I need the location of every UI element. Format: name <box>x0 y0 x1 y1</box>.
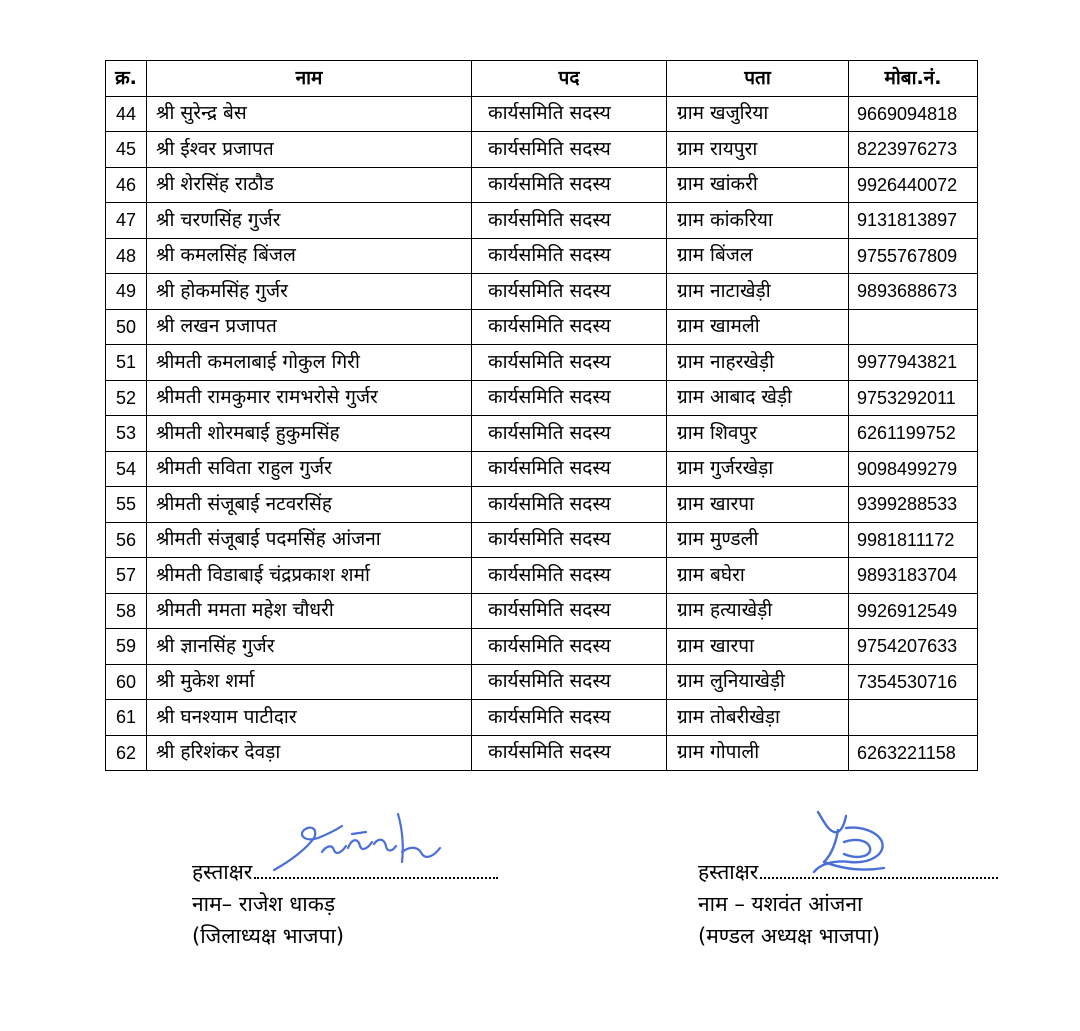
cell-name: श्री घनश्याम पाटीदार <box>147 700 472 736</box>
cell-address: ग्राम हत्याखेड़ी <box>667 593 849 629</box>
cell-mobile: 9754207633 <box>849 629 978 665</box>
cell-address: ग्राम मुण्डली <box>667 522 849 558</box>
cell-mobile: 9893688673 <box>849 274 978 310</box>
table-row <box>106 558 978 594</box>
cell-name: श्री मुकेश शर्मा <box>147 664 472 700</box>
table-row <box>106 593 978 629</box>
table-row <box>106 522 978 558</box>
cell-serial: 61 <box>106 700 147 736</box>
signature-dotted-line <box>760 877 998 879</box>
cell-post: कार्यसमिति सदस्य <box>472 309 667 345</box>
cell-name: श्रीमती संजूबाई पदमसिंह आंजना <box>147 522 472 558</box>
cell-post: कार्यसमिति सदस्य <box>472 487 667 523</box>
cell-post: कार्यसमिति सदस्य <box>472 451 667 487</box>
table-row <box>106 309 978 345</box>
cell-serial: 54 <box>106 451 147 487</box>
cell-name: श्रीमती ममता महेश चौधरी <box>147 593 472 629</box>
cell-name: श्री चरणसिंह गुर्जर <box>147 203 472 239</box>
cell-serial: 57 <box>106 558 147 594</box>
table-row <box>106 238 978 274</box>
cell-mobile: 9926440072 <box>849 167 978 203</box>
table-row <box>106 664 978 700</box>
table-row <box>106 274 978 310</box>
header-mobile: मोबा.नं. <box>849 61 978 97</box>
cell-mobile: 6261199752 <box>849 416 978 452</box>
cell-serial: 55 <box>106 487 147 523</box>
cell-post: कार्यसमिति सदस्य <box>472 593 667 629</box>
cell-address: ग्राम नाटाखेड़ी <box>667 274 849 310</box>
cell-post: कार्यसमिति सदस्य <box>472 203 667 239</box>
cell-address: ग्राम गोपाली <box>667 735 849 771</box>
cell-mobile: 9131813897 <box>849 203 978 239</box>
cell-post: कार्यसमिति सदस्य <box>472 700 667 736</box>
cell-post: कार्यसमिति सदस्य <box>472 558 667 594</box>
cell-mobile: 9098499279 <box>849 451 978 487</box>
cell-address: ग्राम शिवपुर <box>667 416 849 452</box>
cell-name: श्री ज्ञानसिंह गुर्जर <box>147 629 472 665</box>
cell-name: श्रीमती सविता राहुल गुर्जर <box>147 451 472 487</box>
cell-serial: 60 <box>106 664 147 700</box>
table-row <box>106 451 978 487</box>
signature-label-right: हस्ताक्षर <box>698 860 759 884</box>
cell-name: श्री सुरेन्द्र बेस <box>147 96 472 132</box>
cell-name: श्री होकमसिंह गुर्जर <box>147 274 472 310</box>
cell-address: ग्राम खांकरी <box>667 167 849 203</box>
table-row <box>106 132 978 168</box>
cell-mobile: 9753292011 <box>849 380 978 416</box>
cell-name: श्री हरिशंकर देवड़ा <box>147 735 472 771</box>
signature-dotted-line <box>254 877 498 879</box>
cell-post: कार्यसमिति सदस्य <box>472 522 667 558</box>
table-row <box>106 629 978 665</box>
table-row <box>106 167 978 203</box>
cell-mobile: 9399288533 <box>849 487 978 523</box>
cell-mobile: 6263221158 <box>849 735 978 771</box>
cell-serial: 58 <box>106 593 147 629</box>
cell-mobile <box>849 700 978 736</box>
header-post: पद <box>472 61 667 97</box>
cell-post: कार्यसमिति सदस्य <box>472 345 667 381</box>
cell-serial: 62 <box>106 735 147 771</box>
cell-mobile: 9977943821 <box>849 345 978 381</box>
cell-post: कार्यसमिति सदस्य <box>472 96 667 132</box>
signature-block-right <box>698 856 998 952</box>
cell-post: कार्यसमिति सदस्य <box>472 380 667 416</box>
cell-name: श्री ईश्वर प्रजापत <box>147 132 472 168</box>
cell-post: कार्यसमिति सदस्य <box>472 735 667 771</box>
table-row <box>106 487 978 523</box>
cell-address: ग्राम लुनियाखेड़ी <box>667 664 849 700</box>
cell-name: श्री शेरसिंह राठौड <box>147 167 472 203</box>
cell-mobile <box>849 309 978 345</box>
table-row <box>106 735 978 771</box>
cell-address: ग्राम आबाद खेड़ी <box>667 380 849 416</box>
cell-serial: 46 <box>106 167 147 203</box>
cell-post: कार्यसमिति सदस्य <box>472 274 667 310</box>
table-row <box>106 96 978 132</box>
signatory-name-left: नाम– राजेश धाकड़ <box>192 892 336 916</box>
cell-mobile: 9669094818 <box>849 96 978 132</box>
table-row <box>106 203 978 239</box>
cell-mobile: 9893183704 <box>849 558 978 594</box>
cell-address: ग्राम खामली <box>667 309 849 345</box>
signatory-designation-right: (मण्डल अध्यक्ष भाजपा) <box>698 924 881 948</box>
cell-mobile: 7354530716 <box>849 664 978 700</box>
cell-address: ग्राम गुर्जरखेड़ा <box>667 451 849 487</box>
cell-name: श्रीमती विडाबाई चंद्रप्रकाश शर्मा <box>147 558 472 594</box>
cell-address: ग्राम खजुरिया <box>667 96 849 132</box>
cell-mobile: 9755767809 <box>849 238 978 274</box>
signatory-name-right: नाम – यशवंत आंजना <box>698 892 863 916</box>
member-table <box>105 60 978 771</box>
cell-post: कार्यसमिति सदस्य <box>472 416 667 452</box>
cell-serial: 51 <box>106 345 147 381</box>
table-header-row <box>106 61 978 97</box>
cell-name: श्रीमती कमलाबाई गोकुल गिरी <box>147 345 472 381</box>
cell-serial: 45 <box>106 132 147 168</box>
cell-name: श्री कमलसिंह बिंजल <box>147 238 472 274</box>
table-body <box>106 96 978 771</box>
signature-block-left <box>192 856 498 952</box>
cell-mobile: 9981811172 <box>849 522 978 558</box>
cell-serial: 48 <box>106 238 147 274</box>
cell-address: ग्राम तोबरीखेड़ा <box>667 700 849 736</box>
cell-name: श्रीमती शोरमबाई हुकुमसिंह <box>147 416 472 452</box>
cell-serial: 53 <box>106 416 147 452</box>
cell-serial: 47 <box>106 203 147 239</box>
cell-address: ग्राम नाहरखेड़ी <box>667 345 849 381</box>
cell-post: कार्यसमिति सदस्य <box>472 167 667 203</box>
cell-mobile: 9926912549 <box>849 593 978 629</box>
cell-address: ग्राम बघेरा <box>667 558 849 594</box>
cell-address: ग्राम खारपा <box>667 487 849 523</box>
signature-label-left: हस्ताक्षर <box>192 860 253 884</box>
table-row <box>106 416 978 452</box>
cell-address: ग्राम बिंजल <box>667 238 849 274</box>
signature-line-right <box>698 856 998 888</box>
signatory-designation-left: (जिलाध्यक्ष भाजपा) <box>192 924 345 948</box>
signature-line-left <box>192 856 498 888</box>
cell-address: ग्राम खारपा <box>667 629 849 665</box>
cell-post: कार्यसमिति सदस्य <box>472 238 667 274</box>
cell-serial: 59 <box>106 629 147 665</box>
table-row <box>106 345 978 381</box>
header-name: नाम <box>147 61 472 97</box>
header-serial: क्र. <box>106 61 147 97</box>
cell-post: कार्यसमिति सदस्य <box>472 664 667 700</box>
header-address: पता <box>667 61 849 97</box>
cell-name: श्रीमती संजूबाई नटवरसिंह <box>147 487 472 523</box>
cell-serial: 56 <box>106 522 147 558</box>
cell-post: कार्यसमिति सदस्य <box>472 132 667 168</box>
cell-address: ग्राम रायपुरा <box>667 132 849 168</box>
cell-mobile: 8223976273 <box>849 132 978 168</box>
cell-name: श्री लखन प्रजापत <box>147 309 472 345</box>
table-row <box>106 700 978 736</box>
table-row <box>106 380 978 416</box>
cell-address: ग्राम कांकरिया <box>667 203 849 239</box>
cell-name: श्रीमती रामकुमार रामभरोसे गुर्जर <box>147 380 472 416</box>
cell-post: कार्यसमिति सदस्य <box>472 629 667 665</box>
cell-serial: 49 <box>106 274 147 310</box>
cell-serial: 52 <box>106 380 147 416</box>
cell-serial: 50 <box>106 309 147 345</box>
cell-serial: 44 <box>106 96 147 132</box>
